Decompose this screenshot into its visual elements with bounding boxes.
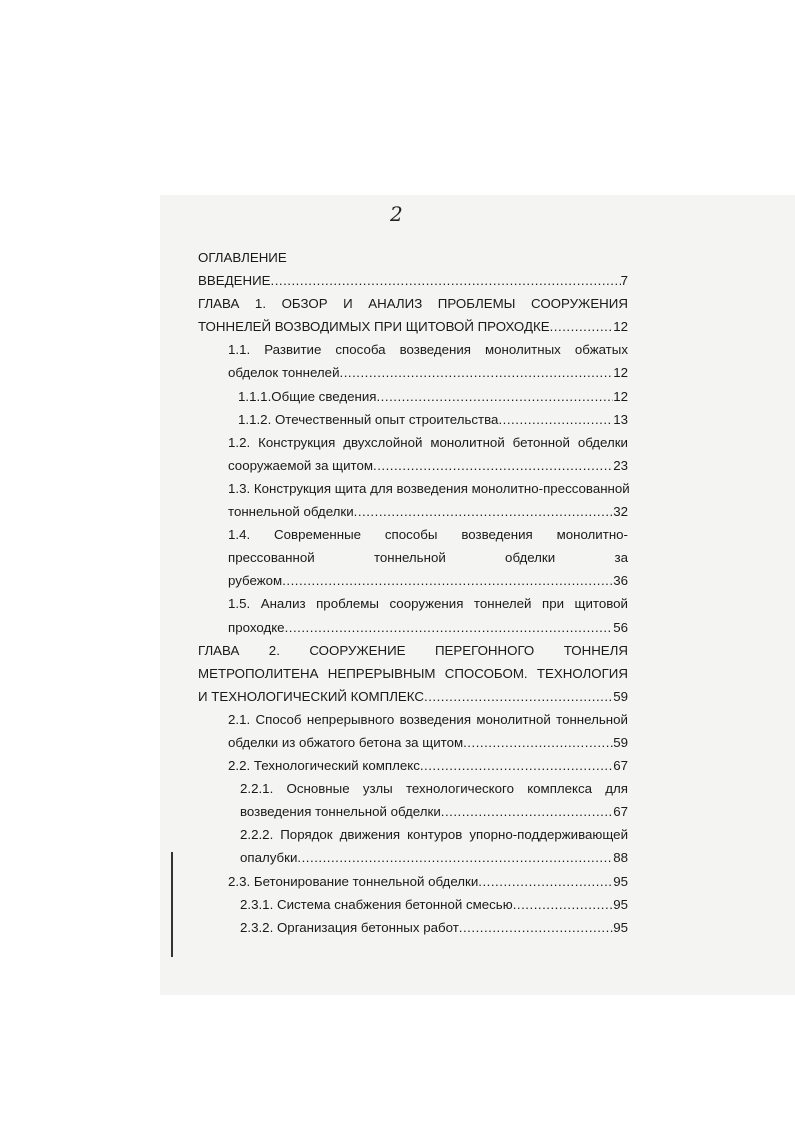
toc-entry-2-2-1[interactable]: 2.2.1. Основные узлы технологического комплекса для возведения тоннельной обделки ..... 67 bbox=[198, 777, 628, 823]
toc-entry-1-1[interactable]: 1.1. Развитие способа возведения монолитных обжатых обделок тоннелей ..... 12 bbox=[198, 338, 628, 384]
toc-entry-chapter-1-cont[interactable]: ТОННЕЛЕЙ ВОЗВОДИМЫХ ПРИ ЩИТОВОЙ ПРОХОДКЕ ..... 12 bbox=[198, 315, 628, 338]
toc-entry-1-1-2[interactable]: 1.1.2. Отечественный опыт строительства ..... 13 bbox=[198, 408, 628, 431]
table-of-contents bbox=[198, 246, 628, 939]
toc-entry-1-5[interactable]: 1.5. Анализ проблемы сооружения тоннелей при щитовой проходке ..... 56 bbox=[198, 592, 628, 638]
toc-entry-2-2[interactable]: 2.2. Технологический комплекс ..... 67 bbox=[198, 754, 628, 777]
toc-entry-2-1[interactable]: 2.1. Способ непрерывного возведения монолитной тоннельной обделки из обжатого бетона за щитом ..... 59 bbox=[198, 708, 628, 754]
toc-entry-2-3-1[interactable]: 2.3.1. Система снабжения бетонной смесью ..... 95 bbox=[198, 893, 628, 916]
toc-entry-2-3[interactable]: 2.3. Бетонирование тоннельной обделки ..... 95 bbox=[198, 870, 628, 893]
toc-entry-1-1-1[interactable]: 1.1.1.Общие сведения ..... 12 bbox=[198, 385, 628, 408]
toc-entry-chapter-2[interactable]: ГЛАВА 2. СООРУЖЕНИЕ ПЕРЕГОННОГО ТОННЕЛЯ МЕТРОПОЛИТЕНА НЕПРЕРЫВНЫМ СПОСОБОМ. ТЕХНОЛОГИЯ И ТЕХНОЛОГИЧЕСКИЙ КОМПЛЕКС ..... 59 bbox=[198, 639, 628, 708]
toc-entry-1-2[interactable]: 1.2. Конструкция двухслойной монолитной бетонной обделки сооружаемой за щитом ..... 23 bbox=[198, 431, 628, 477]
page-number: 2 bbox=[390, 202, 403, 226]
margin-mark bbox=[171, 852, 173, 957]
toc-entry-2-3-2[interactable]: 2.3.2. Организация бетонных работ ..... 95 bbox=[198, 916, 628, 939]
toc-entry-2-2-2[interactable]: 2.2.2. Порядок движения контуров упорно-поддерживающей опалубки ..... 88 bbox=[198, 823, 628, 869]
toc-entry-1-3[interactable]: 1.3. Конструкция щита для возведения монолитно-прессованной тоннельной обделки ..... 32 bbox=[198, 477, 628, 523]
toc-entry-1-4[interactable]: 1.4. Современные способы возведения монолитно- прессованной тоннельной обделки за рубежом ..... 36 bbox=[198, 523, 628, 592]
toc-entry-intro[interactable]: ВВЕДЕНИЕ ..... 7 bbox=[198, 269, 628, 292]
toc-entry-chapter-1[interactable]: ГЛАВА 1. ОБЗОР И АНАЛИЗ ПРОБЛЕМЫ СООРУЖЕНИЯ bbox=[198, 296, 628, 312]
toc-heading: ОГЛАВЛЕНИЕ bbox=[198, 250, 287, 265]
